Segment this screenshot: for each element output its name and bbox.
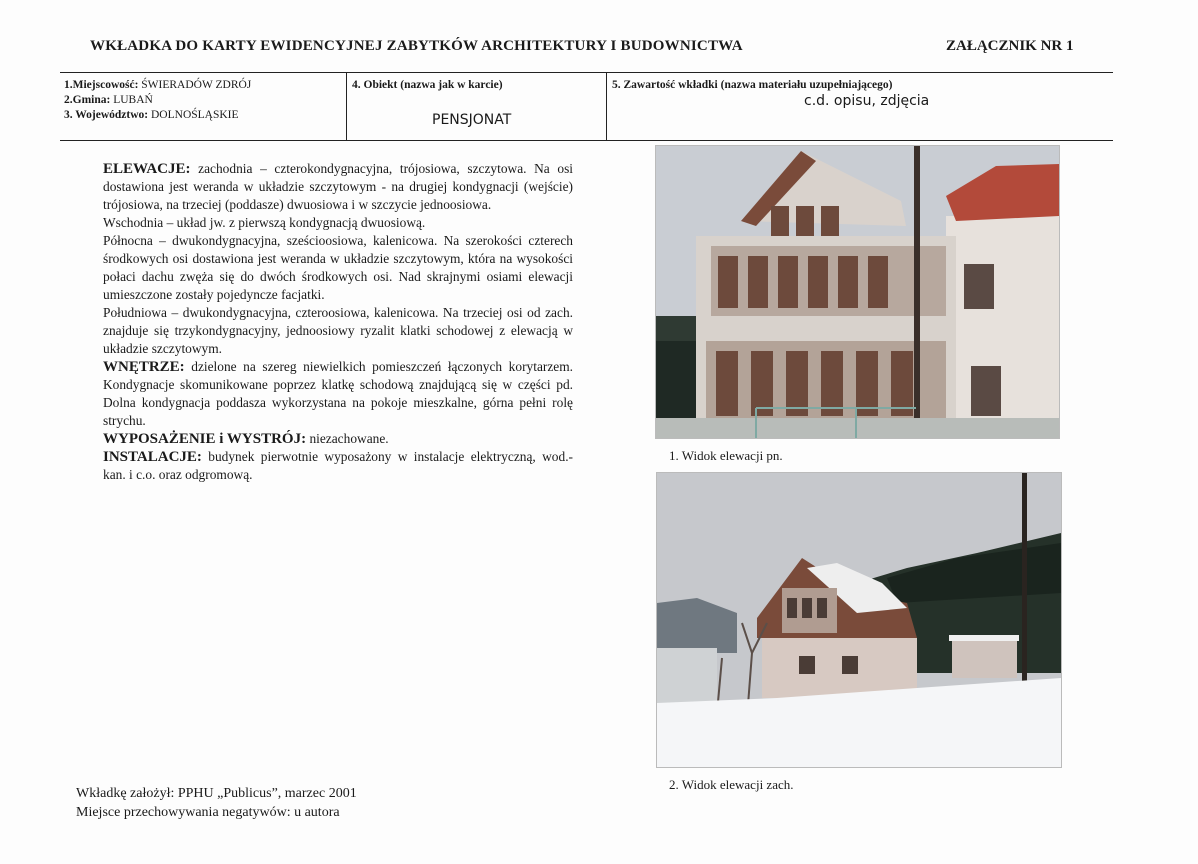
interior-heading: WNĘTRZE:: [103, 359, 185, 375]
column-divider-1: [346, 72, 347, 140]
document-title: WKŁADKA DO KARTY EWIDENCYJNEJ ZABYTKÓW ARCHITEKTURY I BUDOWNICTWA: [90, 38, 743, 54]
storage-note: Miejsce przechowywania negatywów: u autora: [76, 805, 340, 820]
object-value: PENSJONAT: [432, 112, 512, 128]
photo-1-caption: 1. Widok elewacji pn.: [669, 448, 783, 463]
commune-value: LUBAŃ: [113, 94, 153, 106]
annex-label: ZAŁĄCZNIK NR 1: [946, 38, 1074, 54]
photo-2-caption: 2. Widok elewacji zach.: [669, 777, 794, 792]
house-photo-2-image: [657, 473, 1061, 767]
author-note: Wkładkę założył: PPHU „Publicus”, marzec 2001: [76, 786, 357, 801]
locality-row: 1.Miejscowość: ŚWIERADÓW ZDRÓJ: [64, 79, 252, 91]
top-rule: [60, 72, 1113, 73]
photo-west-elevation: [656, 472, 1062, 768]
content-label: 5. Zawartość wkładki (nazwa materiału uzupełniającego): [612, 79, 893, 91]
description-text: [103, 160, 573, 484]
furnishing-heading: WYPOSAŻENIE i WYSTRÓJ:: [103, 431, 307, 447]
elevations-paragraph: ELEWACJE: zachodnia – czterokondygnacyjna, trójosiowa, szczytowa. Na osi dostawiona jest weranda w układzie szczytowym - na drugiej kondygnacji (wejście) trójosiowa, na trzeciej (poddasze) dwuosiowa i w szczycie jednoosiowa.: [103, 161, 573, 212]
elevation-north: Północna – dwukondygnacyjna, sześcioosiowa, kalenicowa. Na szerokości czterech środkowych osi dostawiona jest weranda w układzie szczytowym, która na wysokości połaci dachu zwęża się do dwóch środkowych osi. Nad skrajnymi osiami elewacji umieszczone zostały pojedyncze facjatki.: [103, 233, 573, 302]
elevations-heading: ELEWACJE:: [103, 161, 191, 177]
commune-row: 2.Gmina: LUBAŃ: [64, 94, 153, 106]
furnishing-paragraph: WYPOSAŻENIE i WYSTRÓJ: niezachowane.: [103, 431, 389, 447]
installations-heading: INSTALACJE:: [103, 449, 202, 465]
locality-value: ŚWIERADÓW ZDRÓJ: [141, 79, 252, 91]
bottom-rule: [60, 140, 1113, 141]
location-block: [64, 78, 251, 123]
voivodeship-value: DOLNOŚLĄSKIE: [151, 109, 239, 121]
house-photo-1-image: [656, 146, 1059, 438]
content-value: c.d. opisu, zdjęcia: [804, 93, 930, 109]
elevation-east: Wschodnia – układ jw. z pierwszą kondygnacją dwuosiową.: [103, 215, 426, 230]
interior-paragraph: WNĘTRZE: dzielone na szereg niewielkich pomieszczeń łączonych korytarzem. Kondygnacje skomunikowane poprzez klatkę schodową znajdującą się w części pd. Dolna kondygnacja poddasza wykorzystana na pokoje mieszkalne, górna pełni rolę strychu.: [103, 359, 573, 428]
column-divider-2: [606, 72, 607, 140]
installations-paragraph: INSTALACJE: budynek pierwotnie wyposażony w instalacje elektryczną, wod.-kan. i c.o. oraz odgromową.: [103, 449, 573, 482]
photo-north-elevation: [655, 145, 1060, 439]
object-label: 4. Obiekt (nazwa jak w karcie): [352, 79, 503, 91]
elevation-south: Południowa – dwukondygnacyjna, czteroosiowa, kalenicowa. Na trzeciej osi od zach. znajduje się trzykondygnacyjny, jednoosiowy ryzalit klatki schodowej z elewacją w układzie szczytowym.: [103, 305, 573, 356]
voivodeship-row: 3. Województwo: DOLNOŚLĄSKIE: [64, 109, 239, 121]
